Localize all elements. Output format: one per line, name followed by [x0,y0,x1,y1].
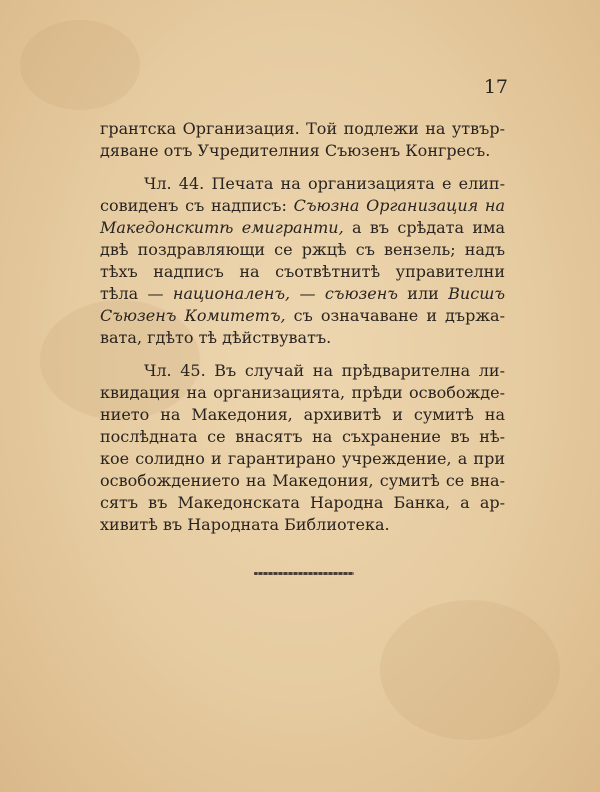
text-segment: грантска Организация. Той подлежи на утвър- [100,119,505,138]
text-line [100,140,505,162]
text-line [100,283,505,305]
text-segment: квидация на организацията, прѣди освобожде- [100,383,505,402]
italic-segment: Съюзна Организация на [293,196,505,215]
text-segment: нието на Македония, архивитѣ и сумитѣ на [100,405,505,424]
text-segment: сятъ въ Македонската Народна Банка, а ар- [100,493,505,512]
text-line [100,492,505,514]
text-line [100,327,505,349]
text-line [100,470,505,492]
text-segment: дяване отъ Учредителния Съюзенъ Конгресъ. [100,141,491,160]
text-line [100,261,505,283]
text-segment: или [397,284,449,303]
paper-stain [380,600,560,740]
text-segment: Чл. 44. Печата на организацията е елип- [144,174,505,193]
text-segment: совиденъ съ надписъ: [100,196,294,215]
text-segment: — [290,284,325,303]
body-text [100,118,505,536]
text-segment: кое солидно и гарантирано учреждение, а при [100,449,505,468]
text-segment: съ означаване и държа- [285,306,505,325]
text-line [100,195,505,217]
text-segment: тѣхъ надписъ на съотвѣтнитѣ управителни [100,262,505,281]
text-segment: тѣла — [100,284,173,303]
page-number: 17 [483,76,508,98]
text-line [100,217,505,239]
text-segment: освобождението на Македония, сумитѣ се вна- [100,471,505,490]
text-segment: вата, гдѣто тѣ дѣйствуватъ. [100,328,332,347]
text-line [100,448,505,470]
text-line [100,305,505,327]
paper-stain [20,20,140,110]
text-segment: Чл. 45. Въ случай на прѣдварителна ли- [144,361,505,380]
italic-segment: Съюзенъ Комитетъ, [100,306,286,325]
text-segment: послѣдната се внасятъ на съхранение въ нѣ- [100,427,505,446]
text-line [100,118,505,140]
italic-segment: националенъ, [172,284,291,303]
text-line [100,360,505,382]
italic-segment: съюзенъ [324,284,398,303]
text-line [100,382,505,404]
text-segment: а въ срѣдата има [343,218,505,237]
text-line [100,173,505,195]
text-line [100,404,505,426]
italic-segment: Македонскитѣ емигранти, [100,218,344,237]
text-segment: двѣ поздравляющи се ржцѣ съ вензель; надъ [100,240,505,259]
section-divider [254,572,354,575]
text-line [100,239,505,261]
text-line [100,426,505,448]
italic-segment: Висшъ [448,284,506,303]
text-segment: хивитѣ въ Народната Библиотека. [100,515,390,534]
text-line [100,514,505,536]
